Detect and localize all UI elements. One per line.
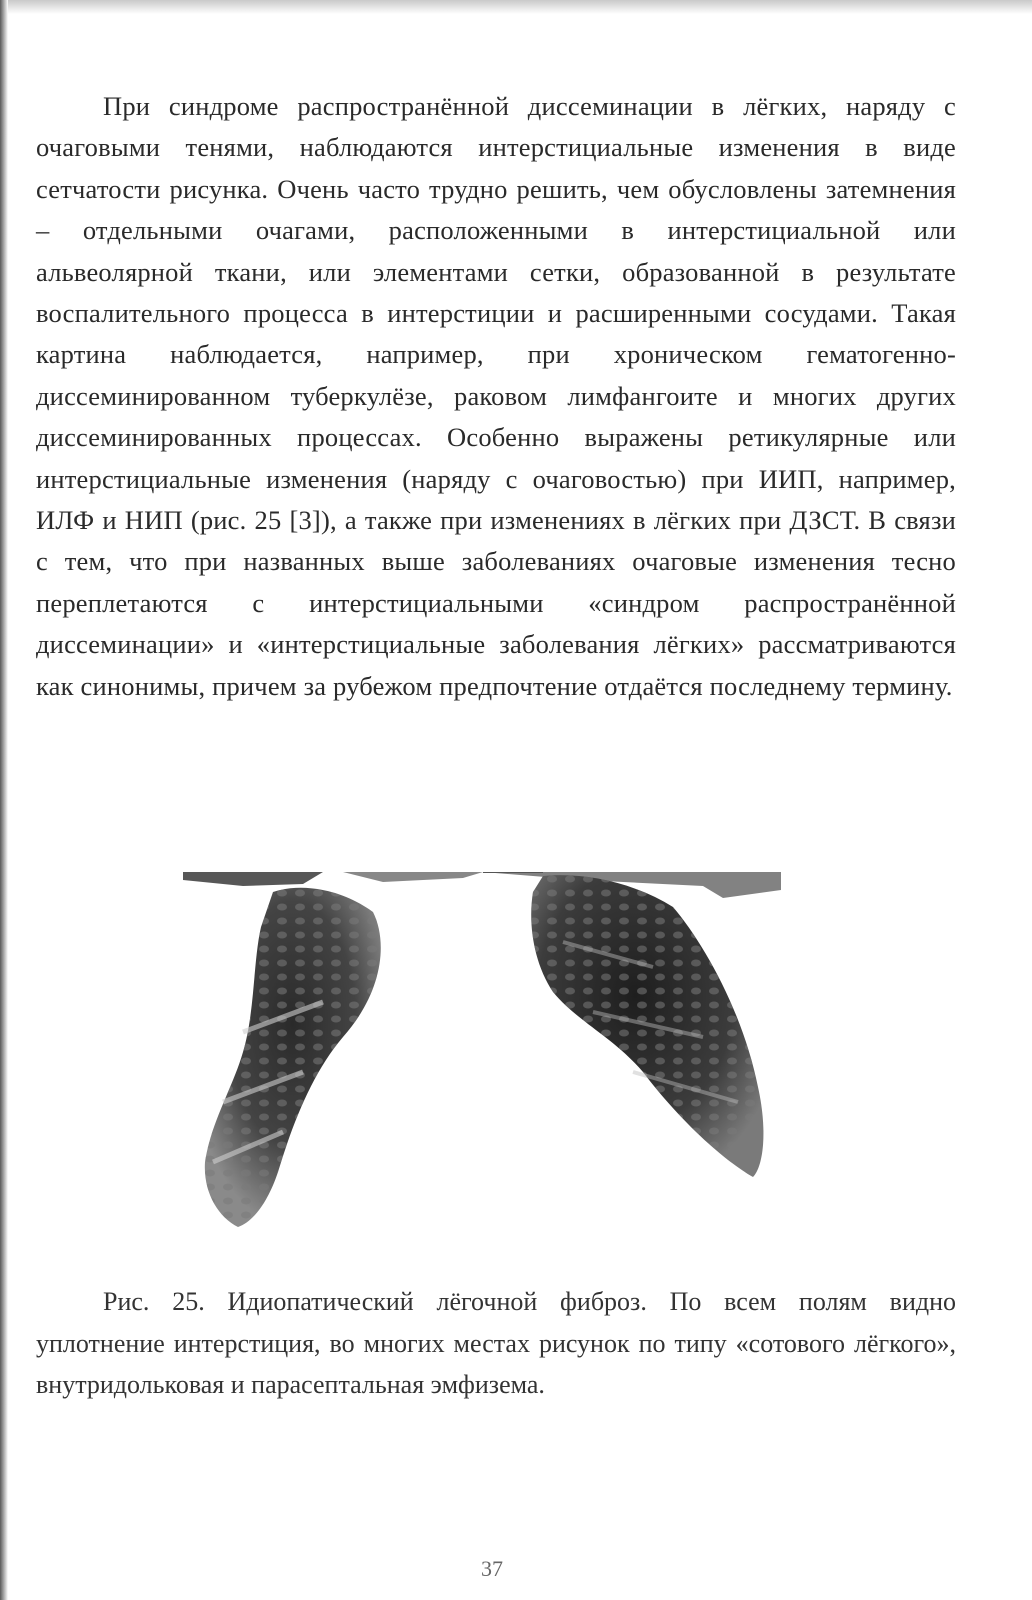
- page-binding-edge: [0, 0, 8, 1600]
- body-paragraph: При синдроме распространённой диссеминации в лёгких, наряду с очаговыми тенями, наблюдаются интерстициальные изменения в виде сетчатости рисунка. Очень часто трудно решить, чем обусловлены затемнения – отдельными очагами, расположенными в интерстициальной или альвеолярной ткани, или элементами сетки, образованной в результате воспалительного процесса в интерстиции и расширенными сосудами. Такая картина наблюдается, например, при хроническом гематогенно-диссеминированном туберкулёзе, раковом лимфангоите и многих других диссеминированных процессах. Особенно выражены ретикулярные или интерстициальные изменения (наряду с очаговостью) при ИИП, например, ИЛФ и НИП (рис. 25 [3]), а также при изменениях в лёгких при ДЗСТ. В связи с тем, что при названных выше заболеваниях очаговые изменения тесно переплетаются с интерстициальными «синдром распространённой диссеминации» и «интерстициальные заболевания лёгких» рассматриваются как синонимы, причем за рубежом предпочтение отдаётся последнему термину.: [36, 91, 956, 701]
- figure-caption: Рис. 25. Идиопатический лёгочной фиброз. По всем полям видно уплотнение интерстиция, во многих местах рисунок по типу «сотового лёгкого», внутридольковая и парасептальная эмфизема.: [36, 1287, 956, 1399]
- left-shoulder-shadow: [183, 872, 323, 886]
- page-top-shadow: [0, 0, 1032, 14]
- upper-clavicle-shadow: [343, 872, 483, 882]
- lung-xray-image: [183, 872, 801, 1252]
- page-number: 37: [481, 1556, 503, 1581]
- lung-xray-figure: [183, 872, 801, 1252]
- right-lung-honeycomb: [205, 888, 381, 1227]
